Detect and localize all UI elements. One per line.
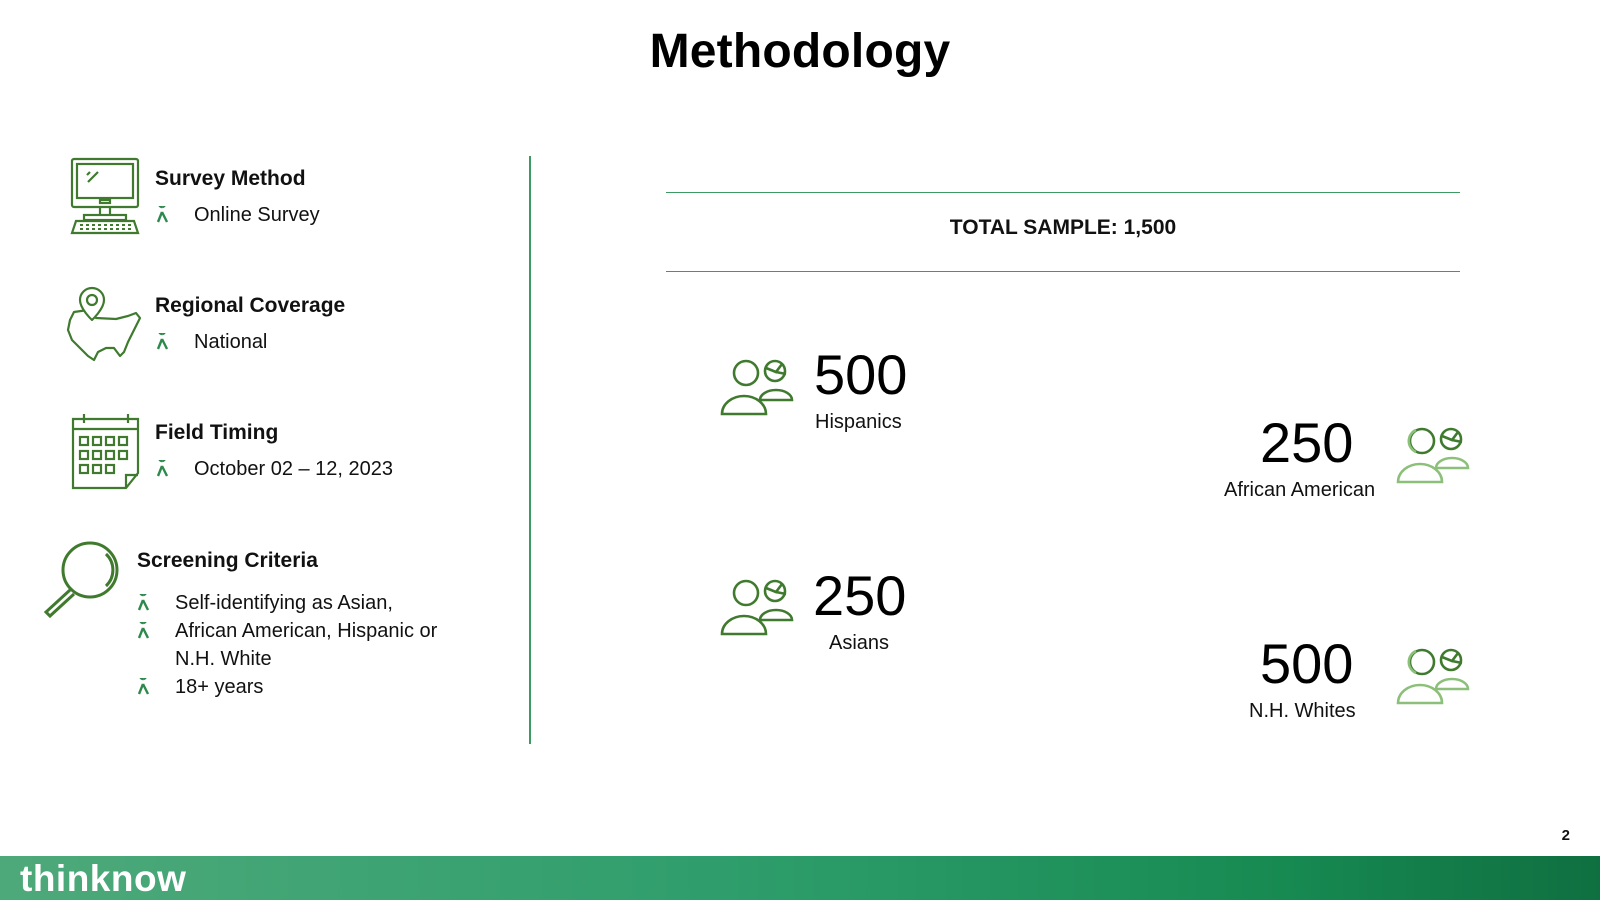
us-map-pin-icon xyxy=(66,286,146,366)
group-count: 250 xyxy=(813,564,907,627)
ribbon-bullet-icon xyxy=(156,460,170,478)
people-icon xyxy=(1396,424,1472,486)
people-icon xyxy=(1396,645,1472,707)
group-count: 250 xyxy=(1260,411,1354,474)
top-rule xyxy=(666,192,1460,193)
bottom-rule xyxy=(666,271,1460,272)
people-icon xyxy=(720,576,796,638)
total-sample: TOTAL SAMPLE: 1,500 xyxy=(949,216,1177,239)
group-label: African American xyxy=(1224,479,1376,501)
group-count: 500 xyxy=(1260,632,1354,695)
people-icon xyxy=(720,356,796,418)
section-heading: Regional Coverage xyxy=(155,294,346,317)
ribbon-bullet-icon xyxy=(156,333,170,351)
calendar-icon xyxy=(70,413,142,491)
ribbon-bullet-icon xyxy=(137,594,151,612)
group-label: Hispanics xyxy=(815,411,902,433)
page-number: 2 xyxy=(1561,827,1570,844)
ribbon-bullet-icon xyxy=(137,622,151,640)
section-heading: Survey Method xyxy=(155,167,306,190)
computer-icon xyxy=(70,157,142,237)
brand-logo: thinknow xyxy=(20,858,187,899)
page-title: Methodology xyxy=(649,25,951,78)
vertical-divider xyxy=(529,156,531,744)
group-label: Asians xyxy=(829,632,890,654)
ribbon-bullet-icon xyxy=(156,206,170,224)
group-count: 500 xyxy=(814,343,908,406)
group-label: N.H. Whites xyxy=(1249,700,1356,722)
section-heading: Field Timing xyxy=(155,421,279,444)
footer-bar xyxy=(0,856,1600,900)
section-heading: Screening Criteria xyxy=(137,549,318,572)
magnifier-icon xyxy=(40,540,122,620)
ribbon-bullet-icon xyxy=(137,678,151,696)
